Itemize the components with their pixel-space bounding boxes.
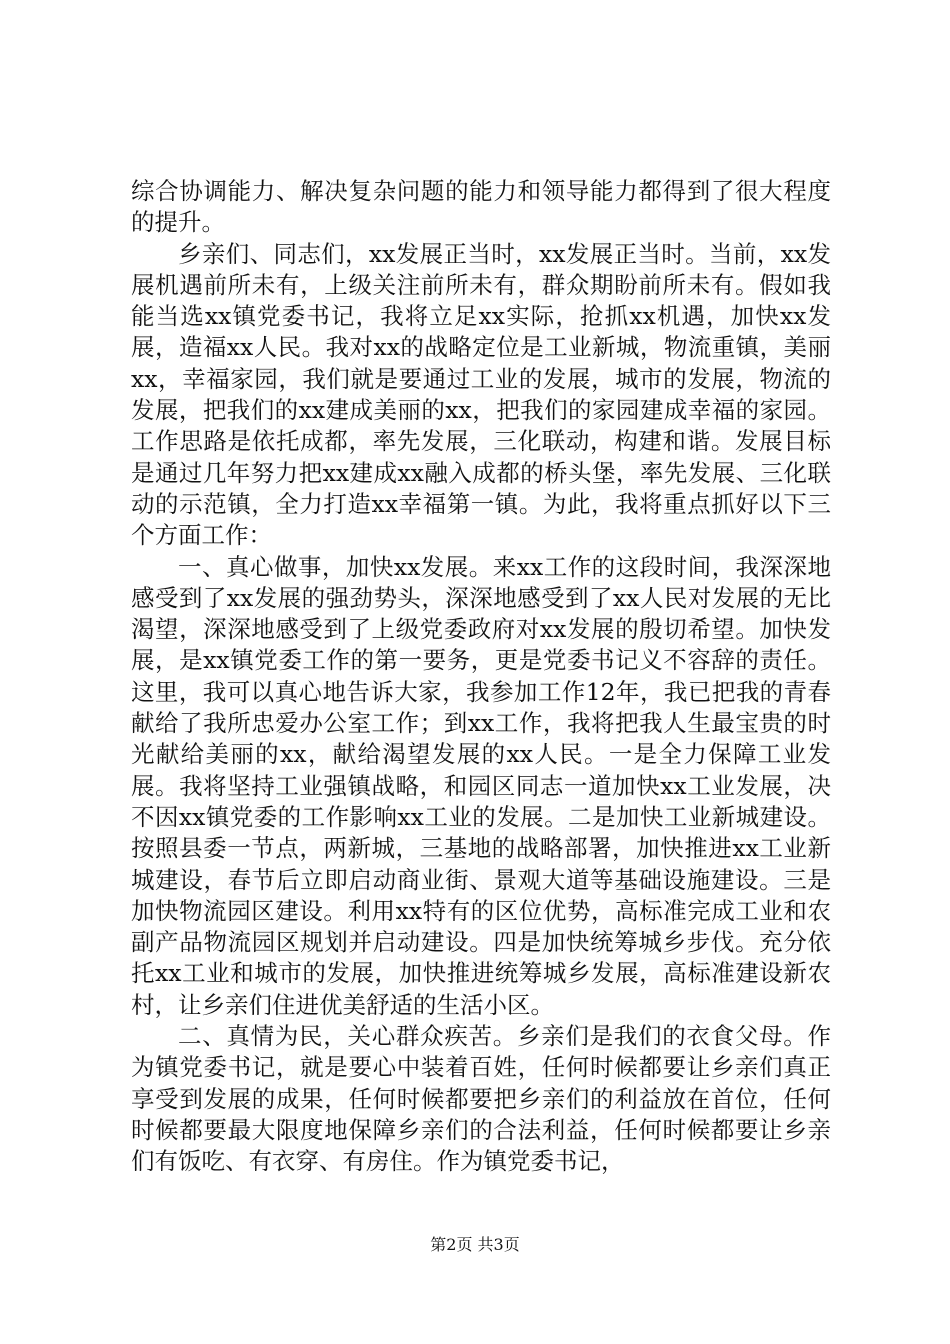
paragraph-section-two: 二、真情为民，关心群众疾苦。乡亲们是我们的衣食父母。作为镇党委书记，就是要心中装着百姓，任何时候都要让乡亲们真正享受到发展的成果，任何时候都要把乡亲们的利益放在首位，任何时候都要最大限度地保障乡亲们的合法利益，任何时候都要让乡亲们有饭吃、有衣穿、有房住。作为镇党委书记， — [131, 1022, 831, 1176]
document-body — [131, 176, 831, 1178]
paragraph-continuation: 综合协调能力、解决复杂问题的能力和领导能力都得到了很大程度的提升。 — [131, 177, 831, 237]
page-number-footer: 第2页 共3页 — [430, 1235, 520, 1254]
paragraph-section-one: 一、真心做事，加快xx发展。来xx工作的这段时间，我深深地感受到了xx发展的强劲势头，深深地感受到了xx人民对发展的无比渴望，深深地感受到了上级党委政府对xx发展的殷切希望。加快发展，是xx镇党委工作的第一要务，更是党委书记义不容辞的责任。这里，我可以真心地告诉大家，我参加工作12年，我已把我的青春献给了我所忠爱办公室工作；到xx工作，我将把我人生最宝贵的时光献给美丽的xx，献给渴望发展的xx人民。一是全力保障工业发展。我将坚持工业强镇战略，和园区同志一道加快xx工业发展，决不因xx镇党委的工作影响xx工业的发展。二是加快工业新城建设。按照县委一节点，两新城，三基地的战略部署，加快推进xx工业新城建设，春节后立即启动商业街、景观大道等基础设施建设。三是加快物流园区建设。利用xx特有的区位优势，高标准完成工业和农副产品物流园区规划并启动建设。四是加快统筹城乡步伐。充分依托xx工业和城市的发展，加快推进统筹城乡发展，高标准建设新农村，让乡亲们住进优美舒适的生活小区。 — [131, 552, 831, 1019]
paragraph-development-positioning: 乡亲们、同志们，xx发展正当时，xx发展正当时。当前，xx发展机遇前所未有，上级关注前所未有，群众期盼前所未有。假如我能当选xx镇党委书记，我将立足xx实际，抢抓xx机遇，加快xx发展，造福xx人民。我对xx的战略定位是工业新城，物流重镇，美丽xx，幸福家园，我们就是要通过工业的发展，城市的发展，物流的发展，把我们的xx建成美丽的xx，把我们的家园建成幸福的家园。工作思路是依托成都，率先发展，三化联动，构建和谐。发展目标是通过几年努力把xx建成xx融入成都的桥头堡，率先发展、三化联动的示范镇，全力打造xx幸福第一镇。为此，我将重点抓好以下三个方面工作： — [131, 239, 831, 550]
